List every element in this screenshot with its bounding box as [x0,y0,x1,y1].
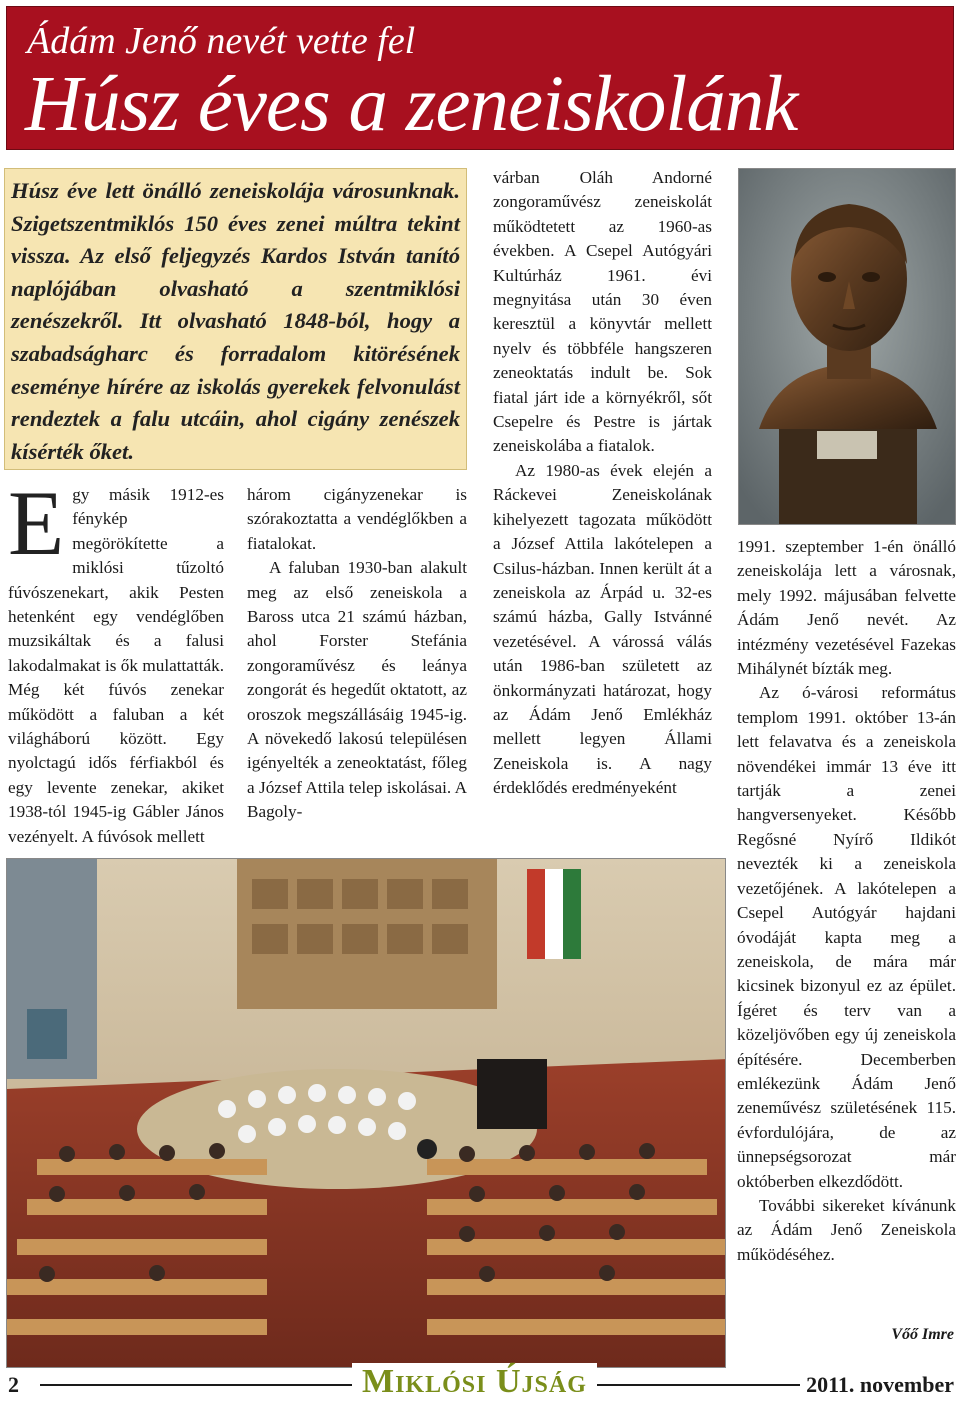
column-3-paragraph-2: Az 1980-as évek elején a Ráckevei Zeneiskolának kihelyezett tagozata működött a József Attila lakótelepen a Csilus-házban. Innen került át a zeneiskola az Árpád u. 32-es számú házba, Gally Istvánné vezetésével. A várossá válás után 1986-ban született az önkormányzati határozat, hogy az Ádám Jenő Emlékház mellett legyen Állami Zeneiskola is. A nagy érdeklődés eredményeként [493,460,712,798]
column-1-paragraph [8,472,224,849]
page-number: 2 [8,1372,23,1398]
concert-photo [6,858,726,1368]
issue-date: 2011. november [800,1372,954,1398]
page-title: Húsz éves a zeneiskolánk [25,61,798,148]
column-2-paragraph-2: A faluban 1930-ban alakult meg az első zeneiskola a Baross utca 21 számú házban, ahol Forster Stefánia zongoraművész és leánya zongorát és hegedűt oktatott, az oroszok megszállásáig 1945-ig. A növekedő lakosú településen igényelték a zeneoktatást, főleg a József Attila telep iskolásai. A Bagoly- [247,558,467,822]
column-2-paragraph-1: három cigányzenekar is szórakoztatta a vendéglőkben a fiatalokat. [247,485,467,553]
concert-photo-illustration [7,859,726,1368]
kicker: Ádám Jenő nevét vette fel [27,20,416,62]
drop-cap: E [8,472,65,574]
bust-photo [738,168,956,525]
column-4-paragraph-3: További sikereket kívánunk az Ádám Jenő Zeneiskola működéséhez. [737,1195,956,1264]
header-banner [6,6,954,150]
article-column-3 [493,166,712,801]
article-column-2 [247,483,467,825]
column-1-text: gy másik 1912-es fénykép megörökítette a miklósi tűzoltó fúvószenekart, akik Pesten hetenként egy vendéglőben muzsikáltak és a falusi lakodalmakat is ők mulattatták. Még két fúvós zenekar működött a faluban a két világháború között. Egy nyolctagú idős férfiakból és egy levente zenekar, akiket 1938-tól 1945-ig Gábler János vezényelt. A fúvósok mellett [8,485,224,846]
column-4-paragraph-2: Az ó-városi református templom 1991. október 13-án lett felavatva és a zeneiskola növendékei immár 13 éve itt tartják a zenei hangversenyeket. Később Regősné Nyírő Ildikót nevezték ki a zeneiskola vezetőjének. A lakótelepen a Csepel Autógyár hajdani óvodáját kapta meg a zeneiskola, de mára már kicsinek bizonyul ez az épület. Ígéret és terv van a közeljövőben egy új zeneiskola építésére. Decemberben emlékezünk Ádám Jenő zeneművész születésének 115. évfordulójára, de az ünnepségsorozat már októberben elkezdődött. [737,683,956,1191]
article-column-4 [737,535,956,1267]
column-3-paragraph-1: várban Oláh Andorné zongoraművész zeneiskolát működtetett az 1960-as években. A Csepel Autógyári Kultúrház 1961. évi megnyitása után 30 éven keresztül a könyvtár mellett nyelv és többféle hangszeren zeneoktatás indult be. Sok fiatal járt ide a környékről, sőt Csepelre és Pestre is jártak zeneiskolába a fiatalok. [493,168,712,456]
article-column-1 [8,472,224,849]
lead-text: Húsz éve lett önálló zeneiskolája városunknak. Szigetszentmiklós 150 éves zenei múltra tekint vissza. Az első feljegyzés Kardos István tanító naplójában olvasható a szentmiklósi zenészekről. Itt olvasható 1848-ból, hogy a szabadságharc és forradalom kitörésének eseménye hírére az iskolás gyerekek felvonulást rendeztek a falu utcáin, ahol cigány zenészek kísérték őket. [11,178,460,464]
lead-box [4,168,467,470]
column-4-paragraph-1: 1991. szeptember 1-én önálló zeneiskolája lett a városnak, mely 1992. májusában felvette Ádám Jenő nevét. Az intézmény vezetésével Fazekas Mihálynét bízták meg. [737,537,956,679]
paper-name: Miklósi Újság [352,1363,597,1401]
bust-photo-illustration [739,169,956,525]
author-signature: Vőő Imre [891,1326,954,1343]
